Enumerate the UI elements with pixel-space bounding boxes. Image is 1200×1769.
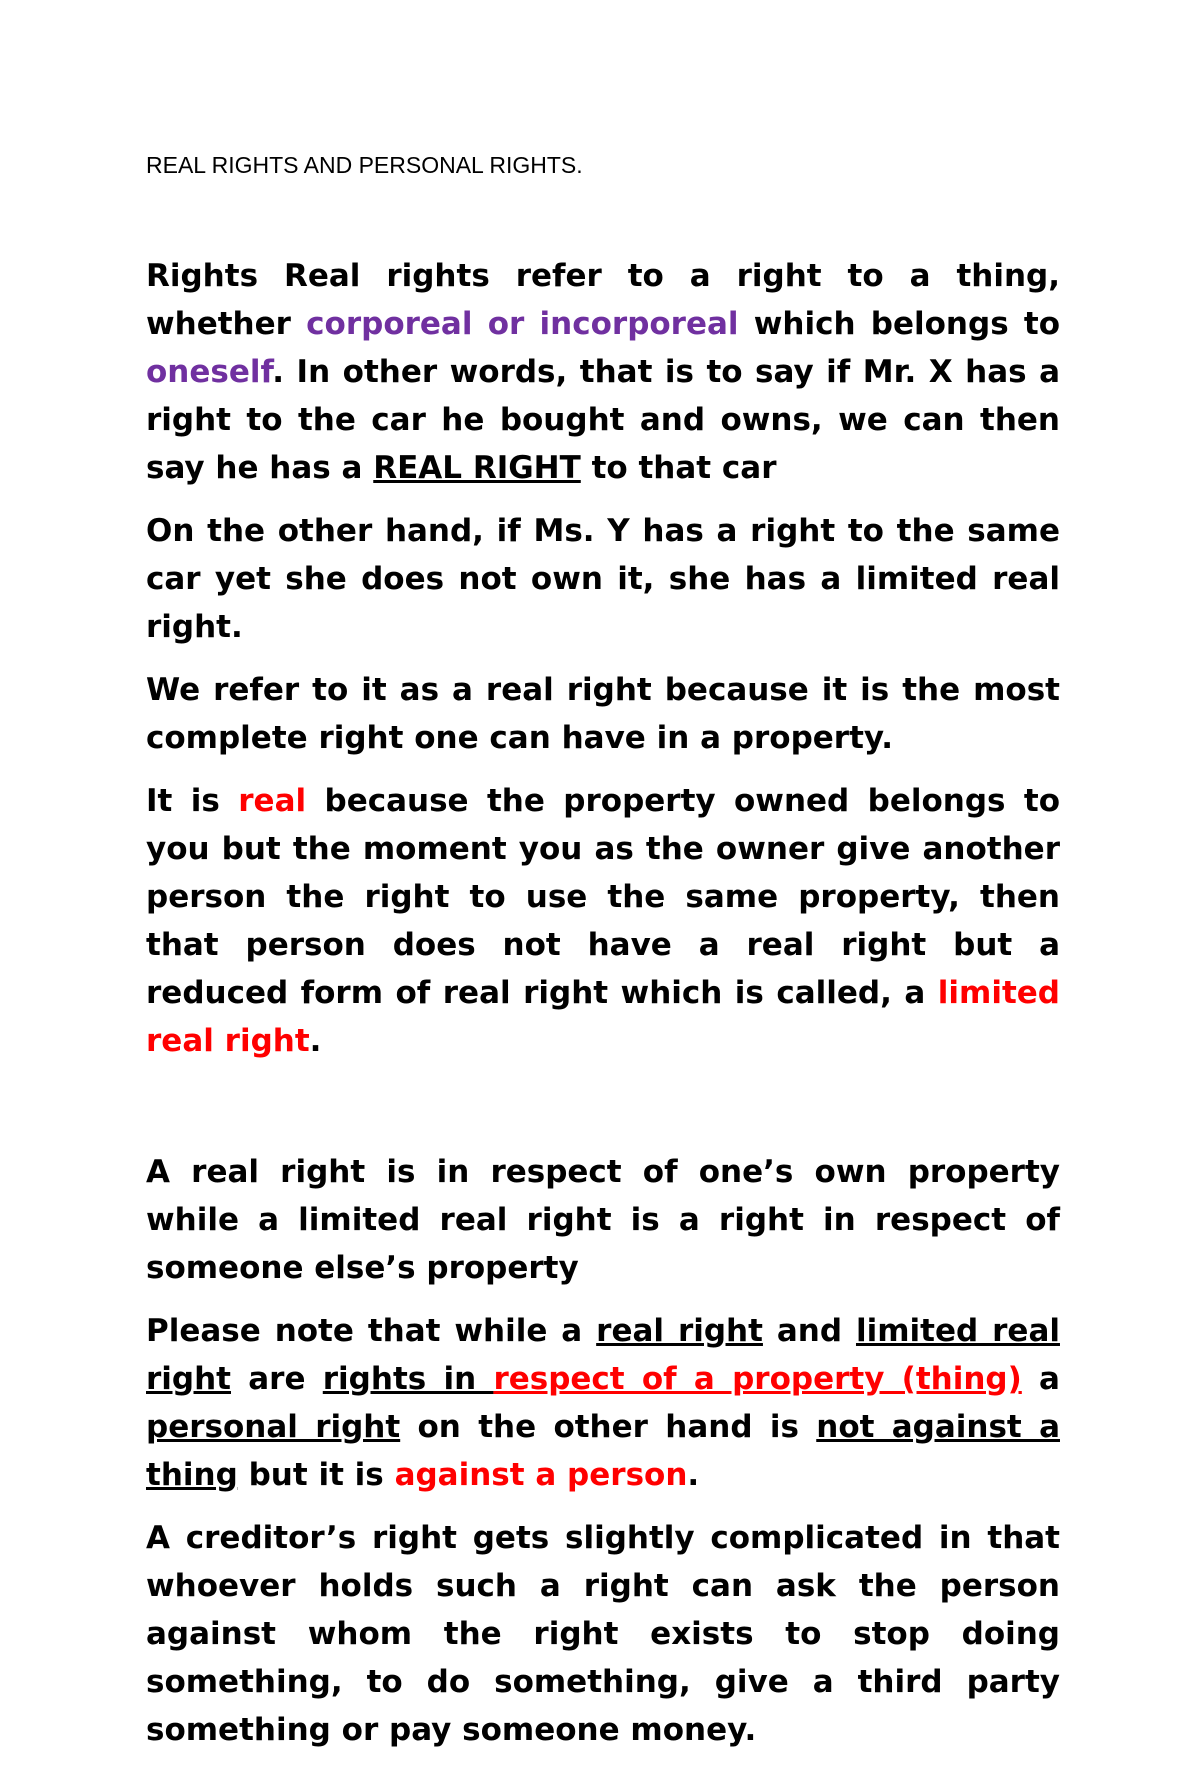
text-run: are (231, 1361, 323, 1397)
highlight-against-person: against a person (394, 1457, 688, 1493)
paragraph-why-real (146, 777, 1060, 1065)
paragraph-own-vs-else-property: A real right is in respect of one’s own property while a limited real right is a right in respect of someone else’s property (146, 1154, 1060, 1286)
text-run: Rights Real rights refer to a right to a thing, whether (146, 258, 1060, 342)
paragraph-most-complete-right: We refer to it as a real right because it is the most complete right one can have in a property. (146, 672, 1060, 756)
paragraph-creditor-right: A creditor’s right gets slightly complicated in that whoever holds such a right can ask the person against whom the right exists to stop doing something, to do something, give a third party something or pay someone money. (146, 1520, 1060, 1748)
text-run: a (1021, 1361, 1060, 1397)
highlight-respect-of-property: respect of a property (thing) (493, 1361, 1022, 1397)
text-run: . (687, 1457, 700, 1493)
underlined-rights-in: rights in (322, 1361, 494, 1397)
paragraph-real-rights-definition (146, 252, 1060, 492)
text-run: but it is (237, 1457, 395, 1493)
underlined-not-against-thing: not against a thing (146, 1409, 1060, 1493)
highlight-real: real (238, 783, 307, 819)
text-run: to that car (580, 450, 777, 486)
text-run: . (309, 1023, 322, 1059)
text-run: which belongs to (738, 306, 1060, 342)
text-run: It is (146, 783, 239, 819)
underlined-real-right: REAL RIGHT (373, 450, 581, 486)
underlined-real-right: real right (596, 1313, 763, 1349)
blank-line (146, 1080, 1060, 1148)
highlight-oneself: oneself (146, 354, 273, 390)
highlight-corporeal: corporeal or incorporeal (306, 306, 739, 342)
document-body (146, 252, 1060, 1769)
underlined-personal-right: personal right (146, 1409, 401, 1445)
highlight-limited-real-right: limited real right (146, 975, 1060, 1059)
underlined-limited-real-right: limited real right (146, 1313, 1060, 1397)
paragraph-limited-real-right: On the other hand, if Ms. Y has a right to the same car yet she does not own it, she has a limited real right. (146, 513, 1060, 645)
text-run: and (762, 1313, 856, 1349)
text-run: . In other words, that is to say if Mr. X has a right to the car he bought and owns, we can then say he has a (146, 354, 1060, 486)
text-run: on the other hand is (400, 1409, 817, 1445)
paragraph-personal-right-note (146, 1307, 1060, 1499)
text-run: Please note that while a (146, 1313, 597, 1349)
text-run: because the property owned belongs to you but the moment you as the owner give another person the right to use the same property, then that person does not have a real right but a reduced form of real right which is called, a (146, 783, 1061, 1011)
document-title: REAL RIGHTS AND PERSONAL RIGHTS. (146, 152, 583, 178)
